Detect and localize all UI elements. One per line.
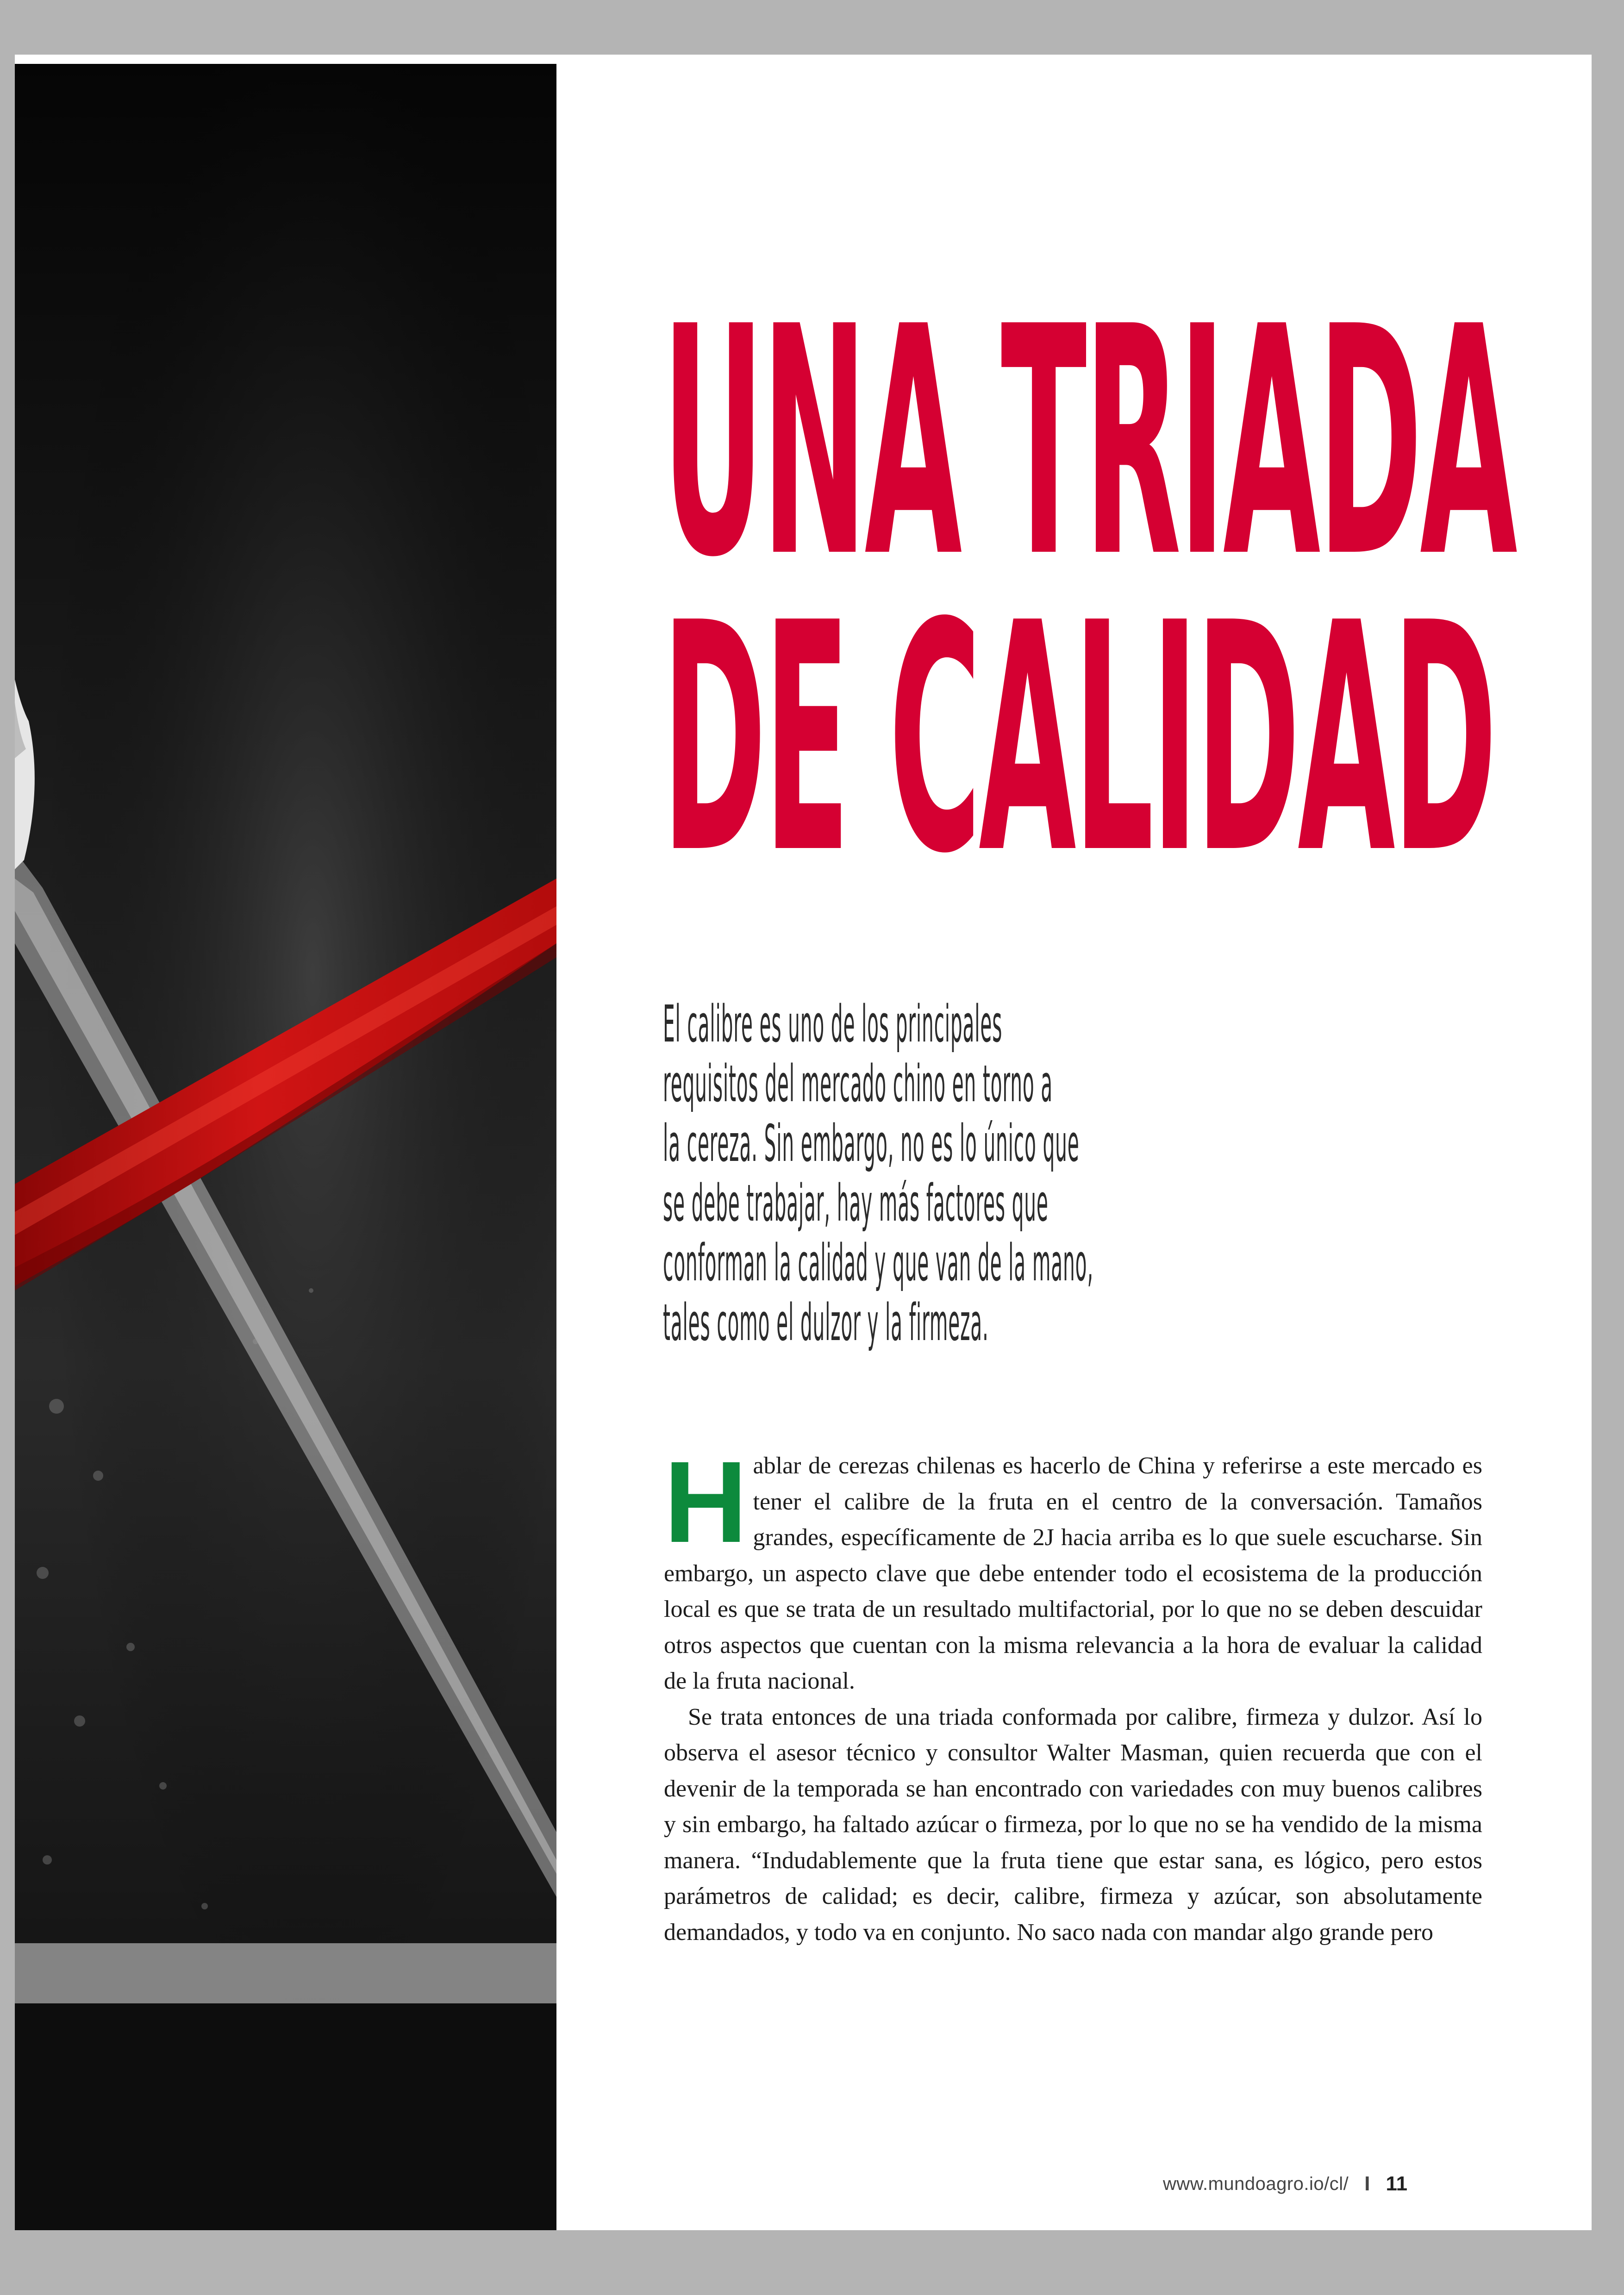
subtitle-line: El calibre es uno de los principales bbox=[663, 994, 1003, 1054]
paragraph-2: Se trata entonces de una triada conformada por calibre, firmeza y dulzor. Así lo observa el asesor técnico y consultor Walter Masman, quien recuerda que con el devenir de la temporada se han encontrado con variedades con muy buenos calibres y sin embargo, ha faltado azúcar o firmeza, por lo que no se ha vendido de la misma manera. “Indudablemente que la fruta tiene que estar sana, es lógico, pero estos parámetros de calidad; es decir, calibre, firmeza y azúcar, son absolutamente demandados, y todo va en conjunto. No saco nada con mandar algo grande pero bbox=[664, 1703, 1482, 1946]
page-footer bbox=[1163, 2170, 1407, 2198]
footer-separator: I bbox=[1364, 2172, 1370, 2195]
title-line-1: UNA TRIADA bbox=[662, 260, 1515, 626]
title-line-2: DE CALIDAD bbox=[662, 556, 1495, 923]
subtitle-line: se debe trabajar, hay más factores que bbox=[663, 1173, 1049, 1233]
article-subtitle bbox=[663, 994, 1417, 1353]
subtitle-line: la cereza. Sin embargo, no es lo único que bbox=[663, 1114, 1080, 1173]
subtitle-line: tales como el dulzor y la firmeza. bbox=[663, 1293, 989, 1352]
photo-illustration bbox=[15, 64, 556, 2230]
subtitle-line: requisitos del mercado chino en torno a bbox=[663, 1054, 1053, 1113]
cherry-ribbon-photo bbox=[15, 64, 556, 2230]
footer-url-link[interactable]: www.mundoagro.io/cl/ bbox=[1163, 2173, 1349, 2194]
magazine-page bbox=[15, 55, 1592, 2230]
drop-cap: H bbox=[664, 1437, 748, 1566]
page-number: 11 bbox=[1386, 2172, 1408, 2195]
article-title bbox=[662, 260, 1515, 923]
article-body bbox=[664, 1437, 1482, 1950]
paragraph-1-text: ablar de cerezas chilenas es hacerlo de China y referirse a este mercado es tener el calibre de la fruta en el centro de la conversación. Tamaños grandes, específicamente de 2J hacia arriba es lo que suele escucharse. Sin embargo, un aspecto clave que debe entender todo el ecosistema de la producción local es que se trata de un resultado multifactorial, por lo que no se deben descuidar otros aspectos que cuentan con la misma relevancia a la hora de evaluar la calidad de la fruta nacional. bbox=[664, 1453, 1482, 1694]
paragraph-1 bbox=[664, 1437, 1482, 1699]
subtitle-line: conforman la calidad y que van de la mano, bbox=[663, 1233, 1094, 1292]
